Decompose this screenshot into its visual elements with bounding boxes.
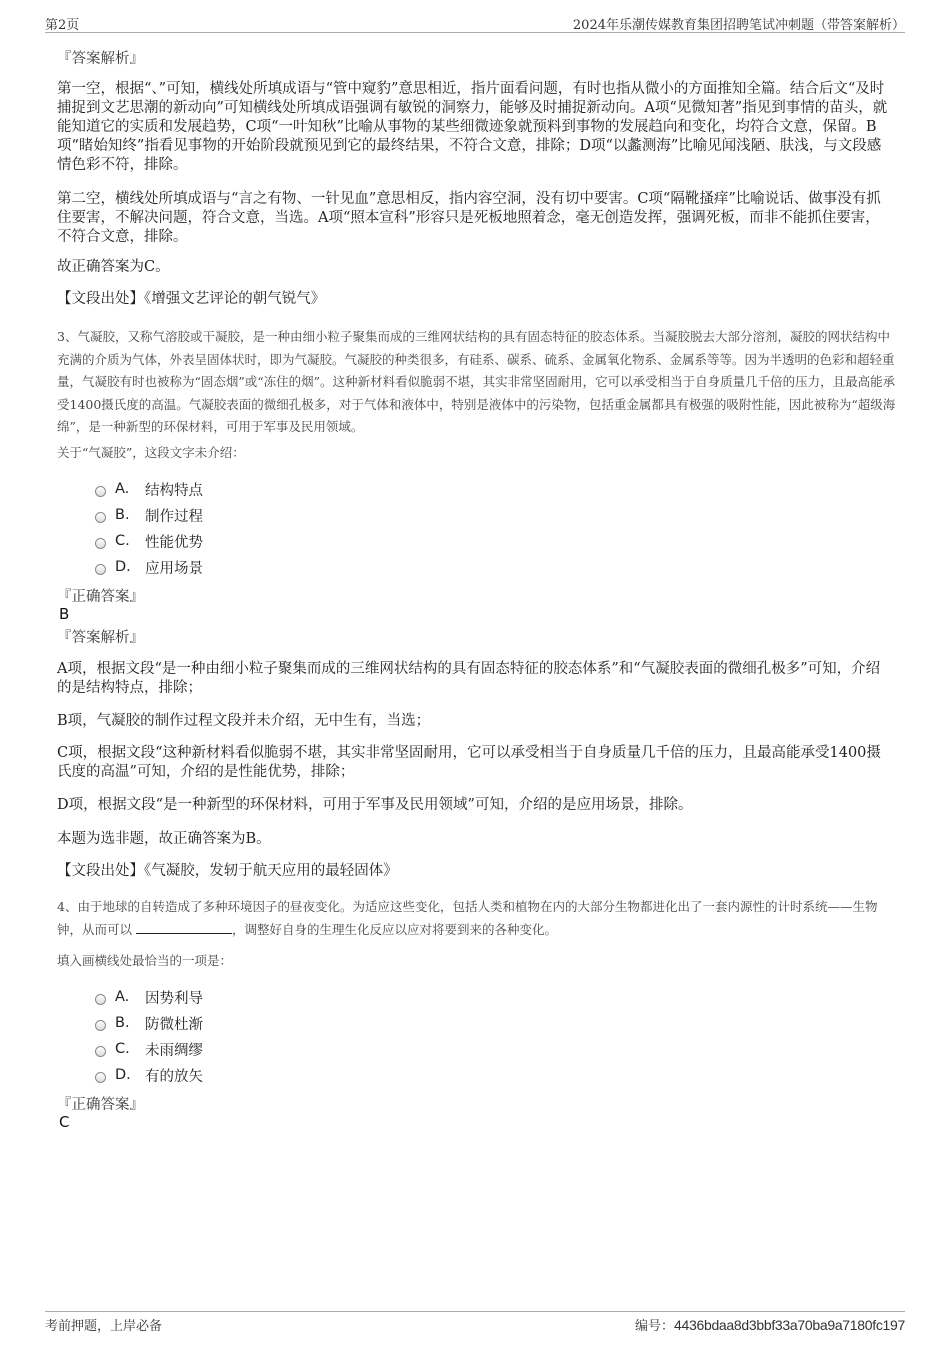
correct-answer-label: 『正确答案』 <box>57 1097 144 1113</box>
question-4-stem: 4、由于地球的自转造成了多种环境因子的昼夜变化。为适应这些变化，包括人类和植物在内的大部分生物都进化出了一套内源性的计时系统——生物钟，从而可以 ，调整好自身的生理生化反应以应对将要到来的各种变化。 <box>57 899 878 937</box>
radio-icon[interactable] <box>95 486 106 497</box>
q4-option-b[interactable]: B. 防微杜渐 <box>95 1012 203 1034</box>
source-citation: 【文段出处】《气凝胶，发轫于航天应用的最轻固体》 <box>57 863 398 879</box>
correct-answer-value: B <box>59 605 70 623</box>
analysis-option-b: B项，气凝胶的制作过程文段并未介绍，无中生有，当选； <box>57 713 431 729</box>
page-footer <box>45 1311 905 1332</box>
question-3-prompt: 关于“气凝胶”，这段文字未介绍： <box>57 445 245 460</box>
page-header <box>45 12 905 33</box>
analysis-conclusion: 故正确答案为C。 <box>57 259 170 275</box>
analysis-conclusion: 本题为选非题，故正确答案为B。 <box>57 831 271 847</box>
q4-option-c[interactable]: C. 未雨绸缪 <box>95 1038 203 1060</box>
analysis-label: 『答案解析』 <box>57 630 144 646</box>
analysis-option-d: D项，根据文段“是一种新型的环保材料，可用于军事及民用领域”可知，介绍的是应用场景，排除。 <box>57 797 693 813</box>
radio-icon[interactable] <box>95 1046 106 1057</box>
radio-icon[interactable] <box>95 1020 106 1031</box>
source-citation: 【文段出处】《增强文艺评论的朝气锐气》 <box>57 291 326 307</box>
question-3-stem: 3、气凝胶，又称气溶胶或干凝胶，是一种由细小粒子聚集而成的三维网状结构的具有固态特征的胶态体系。当凝胶脱去大部分溶剂，凝胶的网状结构中充满的介质为气体，外表呈固体状时，即为气凝胶。气凝胶的种类很多，有硅系、碳系、硫系、金属氧化物系、金属系等等。因为半透明的色彩和超轻重量，气凝胶有时也被称为“固态烟”或“冻住的烟”。这种新材料看似脆弱不堪，其实非常坚固耐用，它可以承受相当于自身质量几千倍的压力，且最高能承受1400摄氏度的高温。气凝胶表面的微细孔极多，对于气体和液体中，特别是液体中的污染物，包括重金属都具有极强的吸附性能，因此被称为“超级海绵”，是一种新型的环保材料，可用于军事及民用领域。 <box>57 329 896 434</box>
question-4-prompt: 填入画横线处最恰当的一项是： <box>57 953 233 968</box>
document-code: 编号：4436bdaa8d3bbf33a70ba9a7180fc197 <box>635 1317 905 1334</box>
q4-option-a[interactable]: A. 因势利导 <box>95 986 203 1008</box>
correct-answer-value: C <box>59 1113 70 1131</box>
document-title: 2024年乐潮传媒教育集团招聘笔试冲刺题（带答案解析） <box>572 18 905 33</box>
page-number: 第2页 <box>45 18 80 33</box>
analysis-paragraph-2: 第二空，横线处所填成语与“言之有物、一针见血”意思相反，指内容空洞，没有切中要害。C项“隔靴搔痒”比喻说话、做事没有抓住要害，不解决问题，符合文意，当选。A项“照本宣科”形容只是死板地照着念，毫无创造发挥，强调死板，而非不能抓住要害，不符合文意，排除。 <box>57 191 881 245</box>
analysis-paragraph-1: 第一空，根据“、”可知，横线处所填成语与“管中窥豹”意思相近，指片面看问题，有时也指从微小的方面推知全篇。结合后文“及时捕捉到文艺思潮的新动向”可知横线处所填成语强调有敏锐的洞察力，能够及时捕捉新动向。A项“见微知著”指见到事情的苗头，就能知道它的实质和发展趋势，C项“一叶知秋”比喻从事物的某些细微迹象就预料到事物的发展趋向和变化，均符合文意，保留。B项“睹始知终”指看见事物的开始阶段就预见到它的最终结果，不符合文意，排除；D项“以蠡测海”比喻见闻浅陋、肤浅，与文段感情色彩不符，排除。 <box>57 81 888 173</box>
radio-icon[interactable] <box>95 564 106 575</box>
correct-answer-label: 『正确答案』 <box>57 589 144 605</box>
footer-slogan: 考前押题，上岸必备 <box>45 1319 163 1334</box>
q3-option-b[interactable]: B. 制作过程 <box>95 504 203 526</box>
radio-icon[interactable] <box>95 538 106 549</box>
q4-option-d[interactable]: D. 有的放矢 <box>95 1064 203 1086</box>
fill-in-blank <box>136 921 232 934</box>
analysis-option-a: A项，根据文段“是一种由细小粒子聚集而成的三维网状结构的具有固态特征的胶态体系”和“气凝胶表面的微细孔极多”可知，介绍的是结构特点，排除； <box>57 661 881 696</box>
q3-option-d[interactable]: D. 应用场景 <box>95 556 203 578</box>
radio-icon[interactable] <box>95 1072 106 1083</box>
q3-option-a[interactable]: A. 结构特点 <box>95 478 203 500</box>
radio-icon[interactable] <box>95 512 106 523</box>
q3-option-c[interactable]: C. 性能优势 <box>95 530 203 552</box>
radio-icon[interactable] <box>95 994 106 1005</box>
analysis-option-c: C项，根据文段“这种新材料看似脆弱不堪，其实非常坚固耐用，它可以承受相当于自身质量几千倍的压力，且最高能承受1400摄氏度的高温”可知，介绍的是性能优势，排除； <box>57 745 881 780</box>
analysis-label: 『答案解析』 <box>57 51 144 67</box>
